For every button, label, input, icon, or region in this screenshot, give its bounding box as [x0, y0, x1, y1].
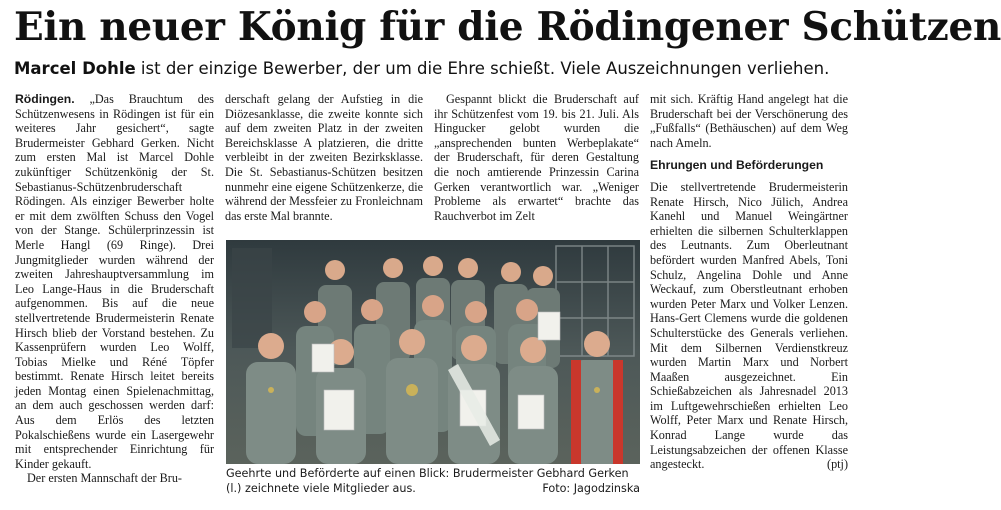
article-paragraph [15, 92, 214, 471]
group-photo [226, 240, 640, 464]
subline-author: Marcel Dohle [14, 59, 136, 78]
article-paragraph: derschaft gelang der Aufstieg in die Diözesanklasse, die zweite konnte sich auf dem zweiten Platz in der zweiten Bereichsklasse A platzieren, die dritte verbleibt in der zweiten Bezirksklasse. Die St. Sebastianus-Schützen besitzen nunmehr eine eigene Schützenkerze, die während der Messfeier zu Fronleichnam das erste Mal brannte. [225, 92, 423, 223]
article-paragraph: Der ersten Mannschaft der Bru- [27, 471, 182, 486]
paragraph-text: Die stellvertretende Brudermeisterin Renate Hirsch, Nico Jülich, Andrea Kanehl und Manuel Weingärtner erhielten die silbernen Schulterklappen des Leutnants. Zum Oberleutnant befördert wurden Manfred Abels, Toni Schulz, Angelina Dohle und Anne Weckauf, zum Oberstleutnant erhoben wurden Peter Marx und Volker Lenzen. Hans-Gert Clemens wurde die goldenen Schulterstücke des Generals verliehen. Mit dem Silbernen Verdienstkreuz wurden Martin Marx und Norbert Maaßen ausgezeichnet. Ein Schießabzeichen als Jahresnadel 2013 im Luftgewehrschießen erhielten Leo Wolff, Peter Marx und Renate Hirsch, Konrad Lange wurde das Leistungsabzeichen der offenen Klasse angesteckt. [650, 179, 848, 472]
article-column-2 [225, 92, 423, 223]
article-paragraph: Gespannt blickt die Bruderschaft auf ihr Schützenfest vom 19. bis 21. Juli. Als Hingucker gelobt wurden die „ansprechenden bunten Werbeplakate“ der Bruderschaft, für deren Gestaltung die noch amtierende Prinzessin Carina Gerken verantwortlich war. „Weniger Probleme als erwartet“ brachte das Rauchverbot im Zelt [434, 92, 639, 223]
photo-caption [226, 467, 640, 496]
article-column-3 [434, 92, 639, 223]
section-subheading: Ehrungen und Beförderungen [650, 158, 824, 173]
article-column-1 [15, 92, 214, 486]
headline: Ein neuer König für die Rödingener Schützen [14, 4, 1001, 50]
paragraph-text: „Das Brauchtum des Schützenwesens in Rödingen ist für ein weiteres Jahr gesichert“, sagte Brudermeister Gebhard Gerken. Nicht zum ersten Mal ist Marcel Dohle zukünftiger Schützenkönig der St. Sebastianus-Schützenbruderschaft Rödingen. Als einziger Bewerber holte er mit dem zwölften Schuss den Vogel von der Stange. Schülerprinzessin ist Merle Hangl (69 Ringe). Drei Jungmitglieder wurden während der zweiten Jahreshauptversammlung im Leo Lange-Haus in die Bruderschaft aufgenommen. Bis auf die neue stellvertretende Brudermeisterin Renate Hirsch blieb der Vorstand bestehen. Zu Kassenprüfern wurden Leo Wolff, Tobias Mielke und Réné Töpfer bestimmt. Renate Hirsch leitet bereits jeden Montag einen Spielenachmittag, an dem auch geschossen werden darf: Aus dem Erlös des letzten Pokalschießens wurde ein Lasergewehr mit entsprechender Einrichtung für Kinder gekauft. [15, 92, 214, 471]
photo-credit: Foto: Jagodzinska [542, 481, 640, 495]
subline-text: ist der einzige Bewerber, der um die Ehre schießt. Viele Auszeichnungen verliehen. [135, 59, 830, 78]
group-photo-illustration [226, 240, 640, 464]
article-paragraph: mit sich. Kräftig Hand angelegt hat die Bruderschaft bei der Verschönerung des „Fußfalls“ (Bethäuschen) auf dem Weg nach Ameln. [650, 92, 848, 150]
article-paragraph [650, 180, 848, 472]
caption-text: Geehrte und Beförderte auf einen Blick: Brudermeister Gebhard Gerken (l.) zeichnete viele Mitglieder aus. [226, 467, 629, 495]
author-signature: (ptj) [827, 457, 848, 472]
dateline: Rödingen. [15, 92, 75, 106]
article-column-4 [650, 92, 848, 472]
subline [14, 58, 854, 80]
